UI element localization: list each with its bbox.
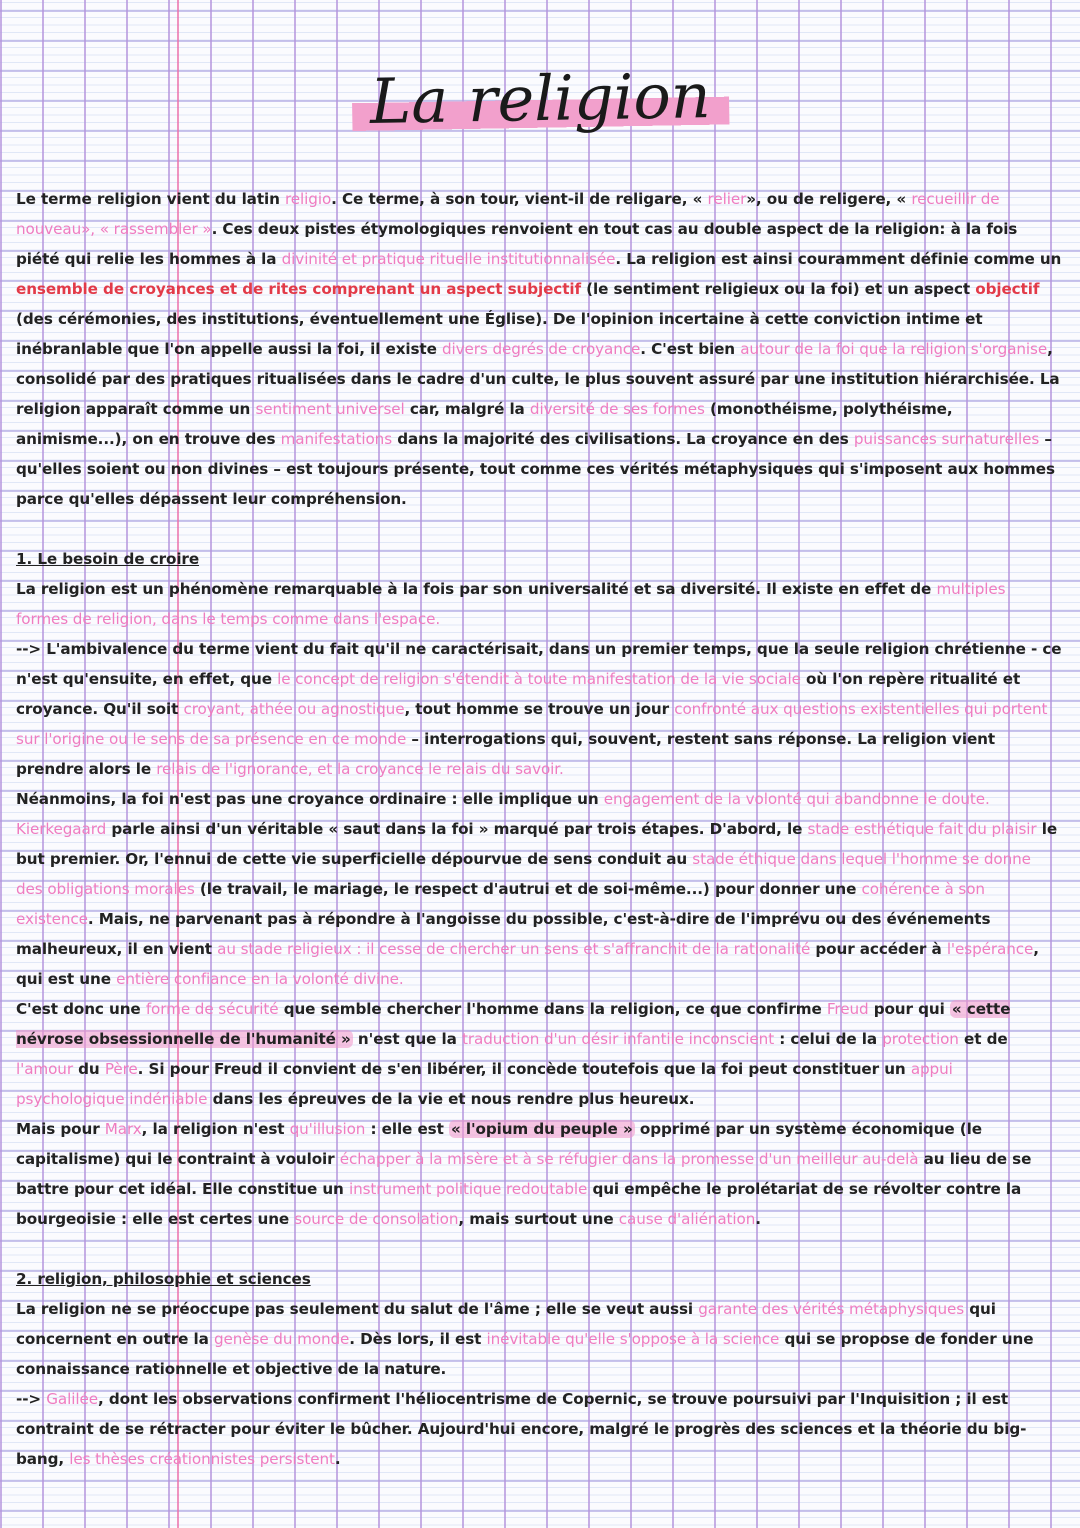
text-run: le but premier. Or, l'ennui de cette vie superficielle dépourvue de sens conduit au xyxy=(16,820,1058,868)
text-run: et de xyxy=(958,1030,1008,1048)
text-run: pour accéder à xyxy=(810,940,947,958)
text-run: . Ces deux pistes étymologiques renvoient en tout cas au double aspect de la religion: à la fois piété qui relie les hommes à la xyxy=(16,220,1018,268)
pink-keyword: stade esthétique fait du plaisir xyxy=(807,820,1037,838)
pink-keyword: les thèses créationnistes persistent xyxy=(69,1450,335,1468)
text-run: . xyxy=(755,1210,761,1228)
pink-keyword: religio xyxy=(285,190,332,208)
pink-keyword: stade éthique dans lequel l'homme se donne des obligations morales xyxy=(16,850,1031,898)
text-run: (monothéisme, polythéisme, animisme...), on en trouve des xyxy=(16,400,953,448)
text-run: . C'est bien xyxy=(640,340,741,358)
text-run: n'est que la xyxy=(352,1030,463,1048)
text-run: . Mais, ne parvenant pas à répondre à l'angoisse du possible, c'est-à-dire de l'imprévu ou des événements malheureux, il en vient xyxy=(16,910,991,958)
section-1-paragraph-2 xyxy=(16,634,1062,784)
pink-keyword: entière confiance en la volonté divine. xyxy=(116,970,404,988)
section-2-heading: 2. religion, philosophie et sciences xyxy=(16,1270,311,1288)
pink-keyword: Marx xyxy=(104,1120,142,1138)
text-run: , qui est une xyxy=(16,940,1039,988)
text-run: : celui de la xyxy=(774,1030,883,1048)
pink-keyword: diversité de ses formes xyxy=(529,400,705,418)
pink-keyword: traduction d'un désir infantile inconscient xyxy=(462,1030,775,1048)
pink-keyword: cause d'aliénation xyxy=(618,1210,756,1228)
text-run: qui concernent en outre la xyxy=(16,1300,996,1348)
page-title: La religion xyxy=(351,59,729,139)
text-run: --> xyxy=(16,1390,47,1408)
pink-keyword: engagement de la volonté qui abandonne le doute. xyxy=(603,790,990,808)
text-run: que semble chercher l'homme dans la religion, ce que confirme xyxy=(278,1000,827,1018)
text-run: », ou de religere, « xyxy=(746,190,912,208)
section-1-paragraph-4 xyxy=(16,994,1062,1114)
pink-keyword: Kierkegaard xyxy=(16,820,107,838)
pink-keyword: relais de l'ignorance, et la croyance le relais du savoir. xyxy=(156,760,564,778)
text-run: du xyxy=(72,1060,105,1078)
section-2-paragraph-2 xyxy=(16,1384,1062,1474)
text-run: opprimé par un système économique (le capitalisme) qui le contraint à vouloir xyxy=(16,1120,982,1168)
section-1-heading: 1. Le besoin de croire xyxy=(16,550,200,568)
text-run: --> L'ambivalence du terme vient du fait qu'il ne caractérisait, dans un premier temps, que la seule religion chrétienne - ce n'est qu'ensuite, en effet, que xyxy=(16,640,1062,688)
pink-keyword: source de consolation xyxy=(294,1210,459,1228)
text-run: : elle est xyxy=(365,1120,449,1138)
text-run: (le travail, le mariage, le respect d'autrui et de soi-même...) pour donner une xyxy=(194,880,862,898)
red-keyword: objectif xyxy=(975,280,1040,298)
text-run: Néanmoins, la foi n'est pas une croyance ordinaire : elle implique un xyxy=(16,790,604,808)
pink-keyword: divers degrés de croyance xyxy=(441,340,641,358)
pink-keyword: le concept de religion s'étendit à toute manifestation de la vie sociale xyxy=(277,670,801,688)
section-1-paragraph-5 xyxy=(16,1114,1062,1234)
pink-keyword: recueillir de nouveau», « rassembler » xyxy=(16,190,1000,238)
text-run: Mais pour xyxy=(16,1120,105,1138)
pink-keyword: garante des vérités métaphysiques xyxy=(698,1300,965,1318)
title-container xyxy=(0,59,1080,138)
pink-keyword: divinité et pratique rituelle institutionnalisée xyxy=(281,250,616,268)
blank-line xyxy=(16,1234,1062,1264)
text-run: – interrogations qui, souvent, restent sans réponse. La religion vient prendre alors le xyxy=(16,730,996,778)
text-run: , tout homme se trouve un jour xyxy=(404,700,675,718)
text-run: (le sentiment religieux ou la foi) et un aspect xyxy=(581,280,976,298)
pink-keyword: Père xyxy=(104,1060,138,1078)
text-run: Le terme religion vient du latin xyxy=(16,190,285,208)
text-run: où l'on repère ritualité et croyance. Qu'il soit xyxy=(16,670,1021,718)
highlighted-quote: « l'opium du peuple » xyxy=(450,1120,633,1138)
pink-keyword: inévitable qu'elle s'oppose à la science xyxy=(486,1330,780,1348)
pink-keyword: multiples formes de religion, dans le temps comme dans l'espace. xyxy=(16,580,1006,628)
text-run: qui empêche le prolétariat de se révolter contre la bourgeoisie : elle est certes une xyxy=(16,1180,1022,1228)
pink-keyword: l'amour xyxy=(16,1060,73,1078)
pink-keyword: sentiment universel xyxy=(255,400,405,418)
pink-keyword: au stade religieux : il cesse de chercher un sens et s'affranchit de la rationalité xyxy=(217,940,811,958)
text-run: . Ce terme, à son tour, vient-il de religare, « xyxy=(331,190,708,208)
text-run: qui se propose de fonder une connaissance rationnelle et objective de la nature. xyxy=(16,1330,1034,1378)
pink-keyword: l'espérance xyxy=(946,940,1034,958)
text-run: La religion est un phénomène remarquable à la fois par son universalité et sa diversité. Il existe en effet de xyxy=(16,580,937,598)
text-run: . La religion est ainsi couramment définie comme un xyxy=(615,250,1062,268)
text-run: dans les épreuves de la vie et nous rendre plus heureux. xyxy=(207,1090,695,1108)
pink-keyword: appui psychologique indéniable xyxy=(16,1060,953,1108)
text-run: . xyxy=(334,1450,341,1468)
text-run: pour qui xyxy=(868,1000,950,1018)
text-run: (des cérémonies, des institutions, éventuellement une Église). De l'opinion incertaine à cette conviction intime et inébranlable que l'on appelle aussi la foi, il existe xyxy=(16,310,983,358)
intro-paragraph xyxy=(16,184,1062,514)
text-run: , mais surtout une xyxy=(458,1210,619,1228)
pink-keyword: protection xyxy=(882,1030,959,1048)
pink-keyword: manifestations xyxy=(280,430,393,448)
text-run: – qu'elles soient ou non divines – est toujours présente, tout comme ces vérités métaphysiques qui s'imposent aux hommes parce qu'elles dépassent leur compréhension. xyxy=(16,430,1055,508)
pink-keyword: puissances surnaturelles xyxy=(853,430,1040,448)
blank-line xyxy=(16,514,1062,544)
notes-content xyxy=(16,184,1062,1474)
text-run: , dont les observations confirment l'héliocentrisme de Copernic, se trouve poursuivi par l'Inquisition ; il est contraint de se rétracter pour éviter le bûcher. Aujourd'hui encore, malgré le progrès des sciences et la théorie du big-bang, xyxy=(16,1390,1027,1468)
text-run: C'est donc une xyxy=(16,1000,146,1018)
pink-keyword: cohérence à son existence xyxy=(16,880,985,928)
pink-keyword: confronté aux questions existentielles qui portent sur l'origine ou le sens de sa présence en ce monde xyxy=(16,700,1048,748)
pink-keyword: Freud xyxy=(826,1000,869,1018)
text-run: , la religion n'est xyxy=(141,1120,290,1138)
text-run: dans la majorité des civilisations. La croyance en des xyxy=(392,430,854,448)
section-1-paragraph-1 xyxy=(16,574,1062,634)
text-run: parle ainsi d'un véritable « saut dans la foi » marqué par trois étapes. D'abord, le xyxy=(106,820,808,838)
pink-keyword: genèse du monde xyxy=(213,1330,350,1348)
section-1-paragraph-3 xyxy=(16,784,1062,994)
text-run: La religion ne se préoccupe pas seulement du salut de l'âme ; elle se veut aussi xyxy=(16,1300,699,1318)
pink-keyword: croyant, athée ou agnostique xyxy=(183,700,405,718)
highlighted-quote: « cette névrose obsessionnelle de l'humanité » xyxy=(16,1000,1011,1048)
pink-keyword: Galilée xyxy=(46,1390,98,1408)
pink-keyword: autour de la foi que la religion s'organise xyxy=(740,340,1048,358)
text-run: , consolidé par des pratiques ritualisées dans le cadre d'un culte, le plus souvent assuré par une institution hiérarchisée. La religion apparaît comme un xyxy=(16,340,1060,418)
text-run: . Dès lors, il est xyxy=(349,1330,487,1348)
pink-keyword: instrument politique redoutable xyxy=(348,1180,588,1198)
section-2-paragraph-1 xyxy=(16,1294,1062,1384)
pink-keyword: forme de sécurité xyxy=(145,1000,279,1018)
pink-keyword: relier xyxy=(707,190,747,208)
text-run: au lieu de se battre pour cet idéal. Elle constitue un xyxy=(16,1150,1032,1198)
text-run: . Si pour Freud il convient de s'en libérer, il concède toutefois que la foi peut constituer un xyxy=(137,1060,911,1078)
red-keyword: ensemble de croyances et de rites comprenant un aspect subjectif xyxy=(16,280,581,298)
text-run: car, malgré la xyxy=(404,400,530,418)
pink-keyword: échapper à la misère et à se réfugier dans la promesse d'un meilleur au-delà xyxy=(339,1150,919,1168)
pink-keyword: qu'illusion xyxy=(289,1120,366,1138)
